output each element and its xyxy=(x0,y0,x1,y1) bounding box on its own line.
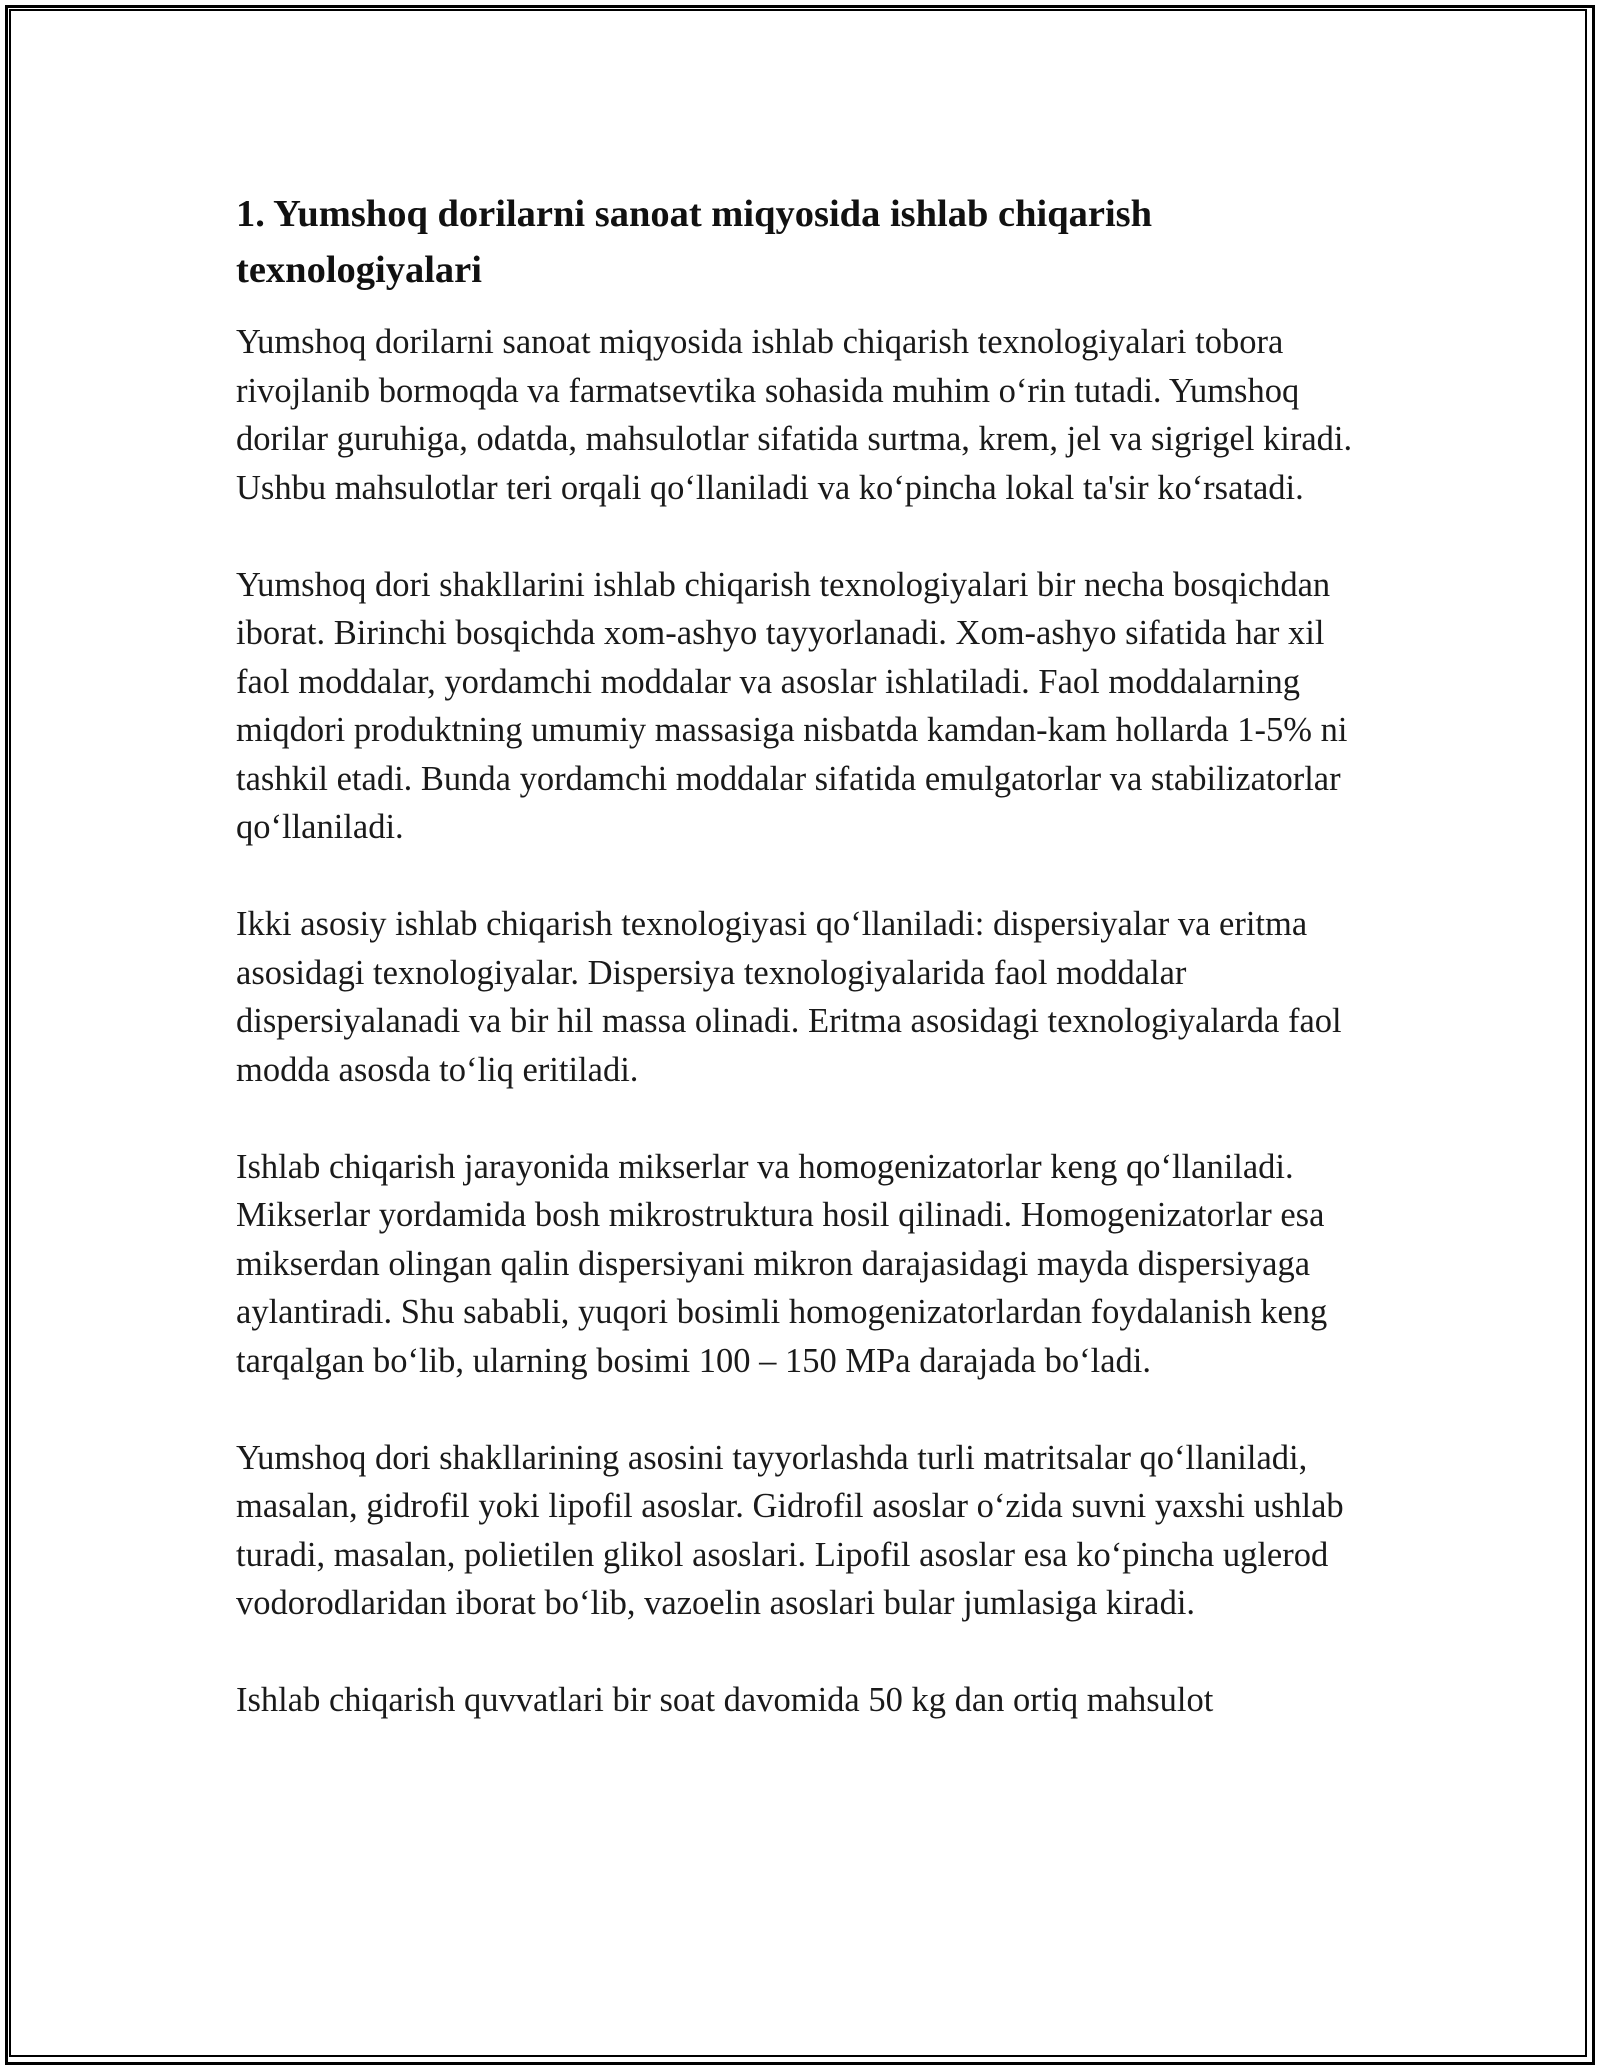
paragraph-2: Yumshoq dori shakllarini ishlab chiqarish texnologiyalari bir necha bosqichdan iborat. Birinchi bosqichda xom-ashyo tayyorlanadi. Xom-ashyo sifatida har xil faol moddalar, yordamchi moddalar va asoslar ishlatiladi. Faol moddalarning miqdori produktning umumiy massasiga nisbatda kamdan-kam hollarda 1-5% ni tashkil etadi. Bunda yordamchi moddalar sifatida emulgatorlar va stabilizatorlar qo‘llaniladi. xyxy=(236,565,1348,846)
document-body xyxy=(236,186,1366,1773)
paragraph-4: Ishlab chiqarish jarayonida mikserlar va homogenizatorlar keng qo‘llaniladi. Mikserlar yordamida bosh mikrostruktura hosil qilinadi. Homogenizatorlar esa mikserdan olingan qalin dispersiyani mikron darajasidagi mayda dispersiyaga aylantiradi. Shu sababli, yuqori bosimli homogenizatorlardan foydalanish keng tarqalgan bo‘lib, ularning bosimi 100 – 150 MPa darajada bo‘ladi. xyxy=(236,1147,1328,1380)
paragraph-6: Ishlab chiqarish quvvatlari bir soat davomida 50 kg dan ortiq mahsulot xyxy=(236,1681,1214,1719)
paragraph-1: Yumshoq dorilarni sanoat miqyosida ishlab chiqarish texnologiyalari tobora rivojlanib bormoqda va farmatsevtika sohasida muhim o‘rin tutadi. Yumshoq dorilar guruhiga, odatda, mahsulotlar sifatida surtma, krem, jel va sigrigel kiradi. Ushbu mahsulotlar teri orqali qo‘llaniladi va ko‘pincha lokal ta'sir ko‘rsatadi. xyxy=(236,323,1353,507)
section-heading: 1. Yumshoq dorilarni sanoat miqyosida ishlab chiqarish texnologiyalari xyxy=(236,193,1153,291)
paragraph-5: Yumshoq dori shakllarining asosini tayyorlashda turli matritsalar qo‘llaniladi, masalan, gidrofil yoki lipofil asoslar. Gidrofil asoslar o‘zida suvni yaxshi ushlab turadi, masalan, polietilen glikol asoslari. Lipofil asoslar esa ko‘pincha uglerod vodorodlaridan iborat bo‘lib, vazoelin asoslari bular jumlasiga kiradi. xyxy=(236,1438,1344,1622)
paragraph-3: Ikki asosiy ishlab chiqarish texnologiyasi qo‘llaniladi: dispersiyalar va eritma asosidagi texnologiyalar. Dispersiya texnologiyalarida faol moddalar dispersiyalanadi va bir hil massa olinadi. Eritma asosidagi texnologiyalarda faol modda asosda to‘liq eritiladi. xyxy=(236,905,1342,1089)
